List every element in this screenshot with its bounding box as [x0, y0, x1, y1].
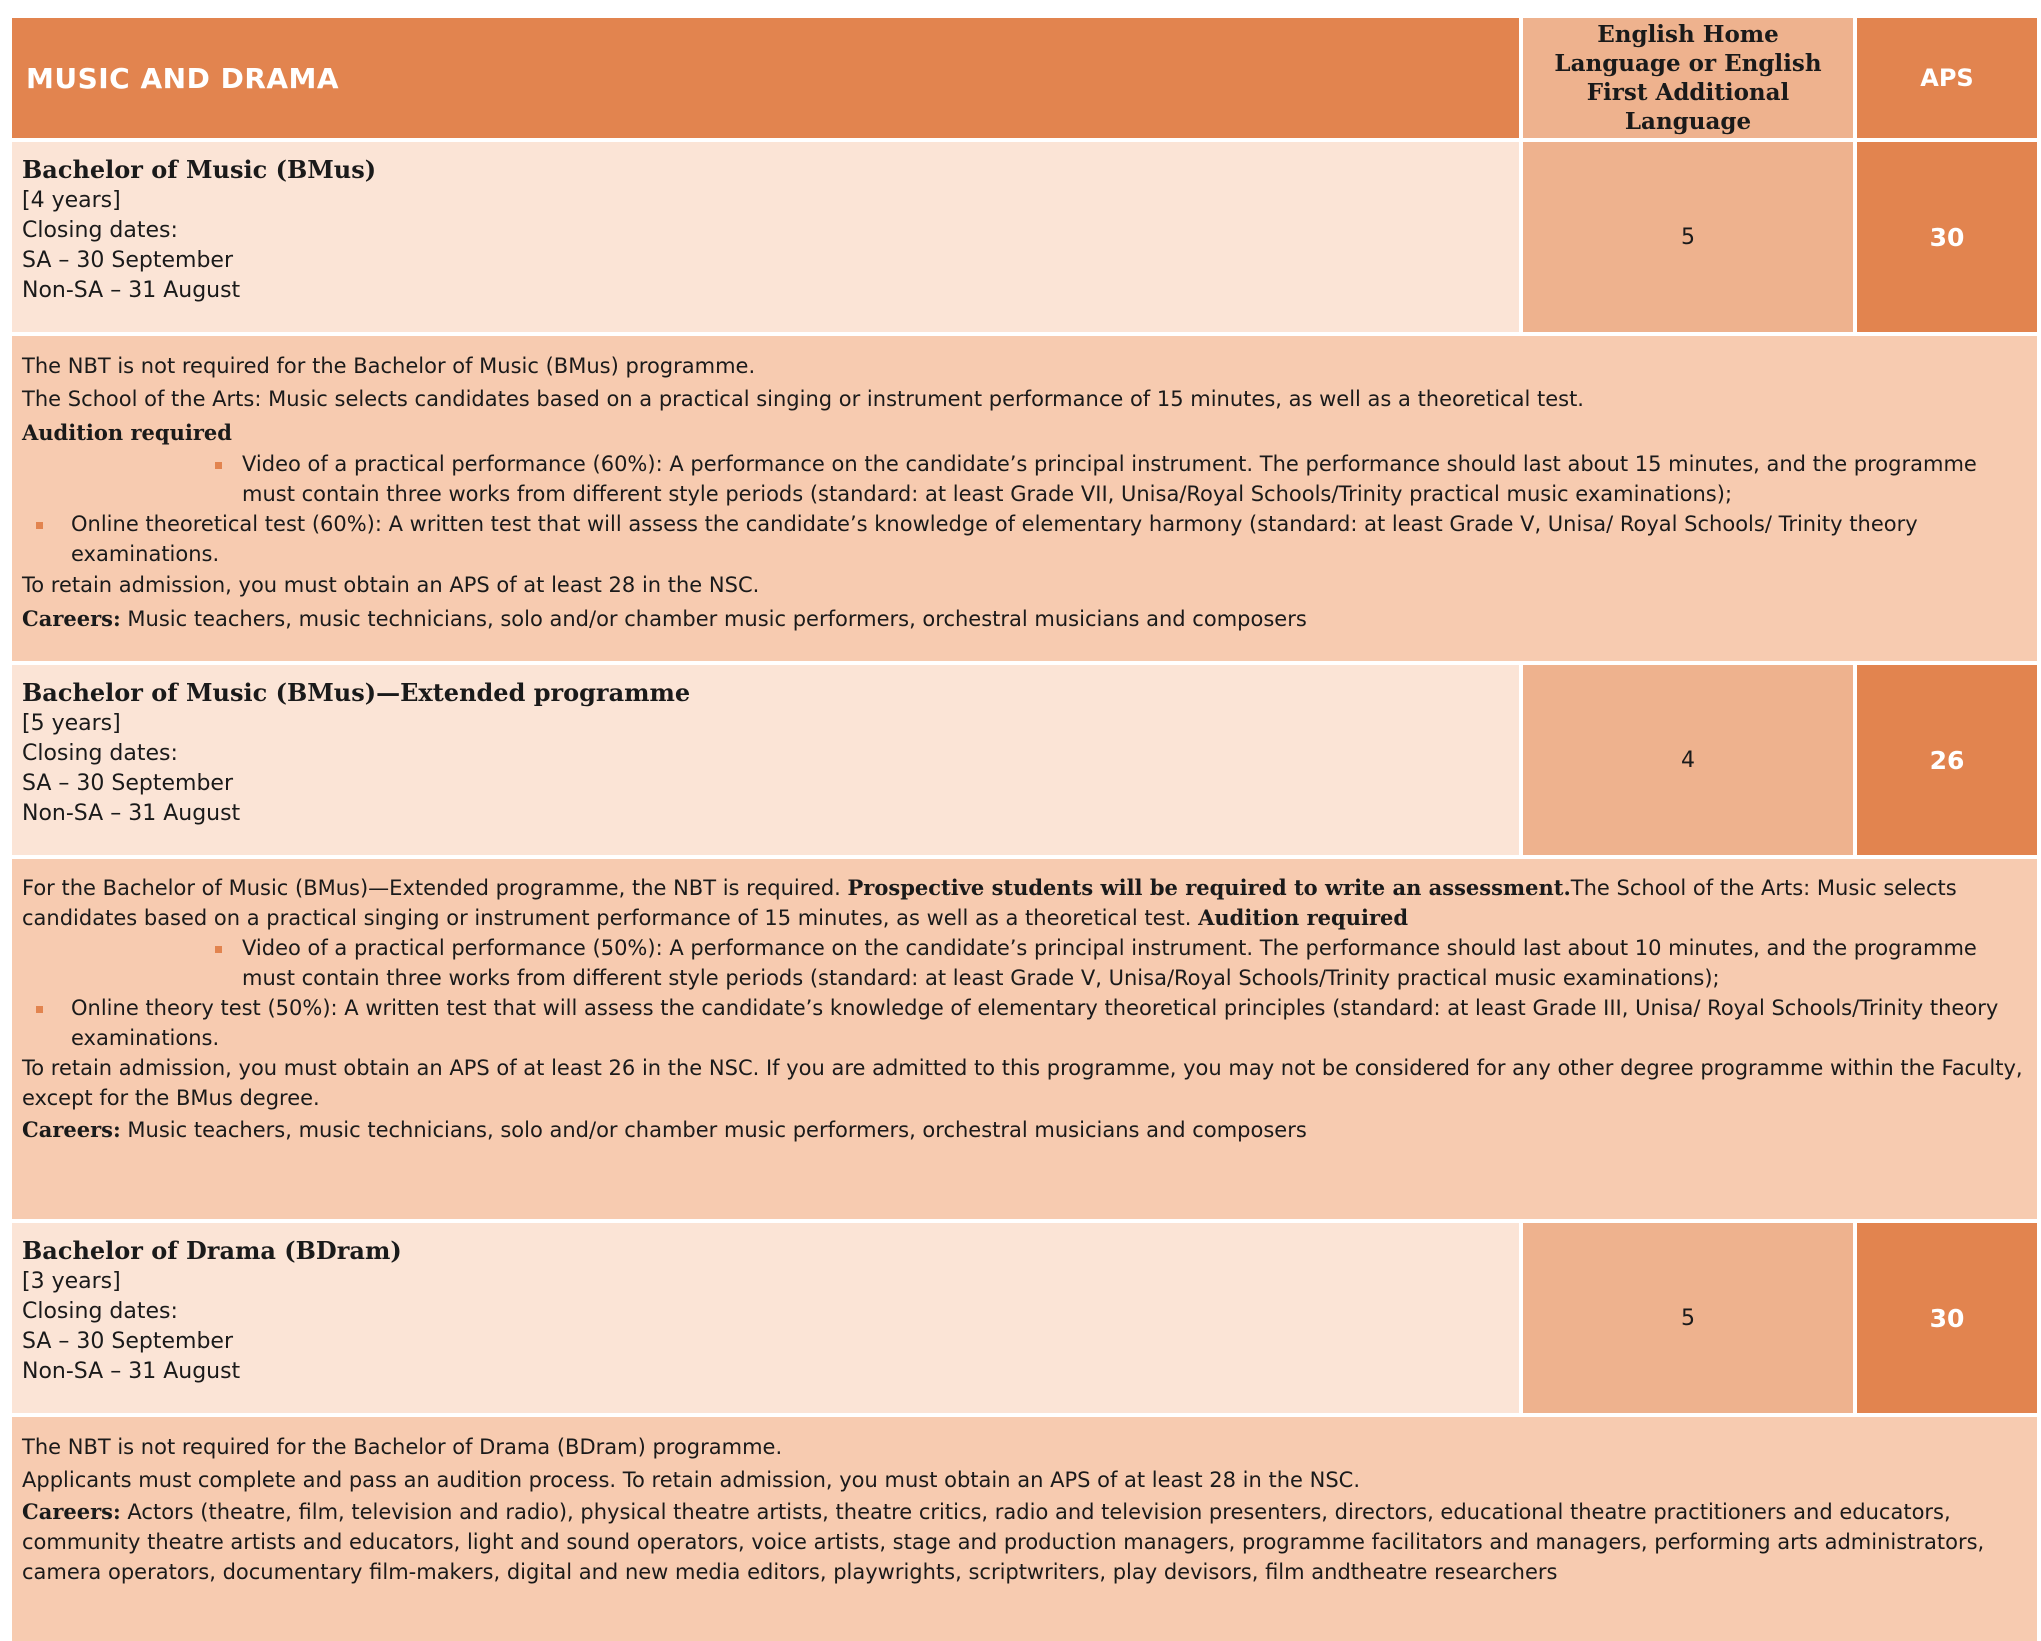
closing-date-nonsa: Non-SA – 31 August — [22, 278, 241, 303]
programme-name: Bachelor of Drama (BDram) — [22, 1236, 402, 1265]
programme-duration: [4 years] — [22, 188, 121, 213]
bullet-text: Online theoretical test (60%): A written test that will assess the candidate’s knowledge of elementary harmony (standard: at least Grade V, Unisa/ Royal Schools/ Trinity theory examinations. — [71, 512, 1918, 566]
assessment-note: Prospective students will be required to write an assessment. — [847, 875, 1571, 900]
programme-name: Bachelor of Music (BMus) — [22, 155, 377, 184]
closing-date-nonsa: Non-SA – 31 August — [22, 801, 241, 826]
careers — [22, 1113, 2027, 1147]
careers-label: Careers: — [22, 606, 121, 631]
programme-details-bdram — [12, 1417, 2037, 1641]
aps-column-header: APS — [1857, 18, 2037, 138]
list-item — [22, 933, 2027, 993]
nbt-note: The NBT is not required for the Bachelor of Music (BMus) programme. — [22, 354, 756, 378]
school-text: The School of the Arts: Music selects candidates based on a practical singing or instrument performance of 15 minutes, as well as a theoretical test. — [22, 876, 1957, 930]
bullet-icon — [215, 462, 222, 469]
bullet-text: Video of a practical performance (50%): A performance on the candidate’s principal instrument. The performance should last about 10 minutes, and the programme must contain three works from different style periods (standard: at least Grade V, Unisa/Royal Schools/Trinity practical music examinations); — [242, 936, 1977, 990]
closing-dates-label: Closing dates: — [22, 741, 178, 766]
table-title: MUSIC AND DRAMA — [12, 18, 1519, 138]
programme-bmus-extended — [12, 665, 1519, 855]
aps-score: 30 — [1857, 1223, 2037, 1413]
programme-name: Bachelor of Music (BMus)—Extended programme — [22, 678, 691, 707]
bullet-icon — [215, 946, 222, 953]
programme-details-bmus — [12, 336, 2037, 661]
audition-heading: Audition required — [22, 420, 232, 445]
selection-note: The School of the Arts: Music selects candidates based on a practical singing or instrument performance of 15 minutes, as well as a theoretical test. — [22, 387, 1584, 411]
english-requirement: 5 — [1523, 1223, 1853, 1413]
bullet-icon — [36, 1006, 43, 1013]
closing-date-nonsa: Non-SA – 31 August — [22, 1359, 241, 1384]
list-item — [22, 509, 2027, 569]
closing-dates-label: Closing dates: — [22, 218, 178, 243]
closing-date-sa: SA – 30 September — [22, 1329, 233, 1354]
english-requirement: 5 — [1523, 142, 1853, 332]
closing-date-sa: SA – 30 September — [22, 771, 233, 796]
careers-text: Actors (theatre, film, television and radio), physical theatre artists, theatre critics, radio and television presenters, directors, educational theatre practitioners and educators, community theatre artists and educators, light and sound operators, voice artists, stage and production managers, programme facilitators and managers, performing arts administrators, camera operators, documentary film-makers, digital and new media editors, playwrights, scriptwriters, play devisors, film andtheatre researchers — [22, 1500, 1985, 1584]
bullet-text: Video of a practical performance (60%): A performance on the candidate’s principal instrument. The performance should last about 15 minutes, and the programme must contain three works from different style periods (standard: at least Grade VII, Unisa/Royal Schools/Trinity practical music examinations); — [242, 452, 1977, 506]
bullet-text: Online theory test (50%): A written test that will assess the candidate’s knowledge of elementary theoretical principles (standard: at least Grade III, Unisa/ Royal Schools/Trinity theory examinations. — [71, 996, 1999, 1050]
careers — [22, 1497, 2027, 1587]
retain-note: To retain admission, you must obtain an APS of at least 28 in the NSC. — [22, 573, 760, 597]
nbt-note: The NBT is not required for the Bachelor of Drama (BDram) programme. — [22, 1435, 783, 1459]
careers-text: Music teachers, music technicians, solo and/or chamber music performers, orchestral musicians and composers — [120, 1118, 1307, 1142]
programme-bdram — [12, 1223, 1519, 1413]
programme-bmus — [12, 142, 1519, 332]
list-item — [22, 993, 2027, 1053]
closing-date-sa: SA – 30 September — [22, 248, 233, 273]
careers-text: Music teachers, music technicians, solo and/or chamber music performers, orchestral musicians and composers — [120, 607, 1307, 631]
aps-score: 26 — [1857, 665, 2037, 855]
audition-note: Applicants must complete and pass an audition process. To retain admission, you must obtain an APS of at least 28 in the NSC. — [22, 1468, 1361, 1492]
careers-label: Careers: — [22, 1499, 121, 1524]
programme-duration: [3 years] — [22, 1269, 121, 1294]
programme-duration: [5 years] — [22, 711, 121, 736]
list-item — [22, 449, 2027, 509]
careers — [22, 602, 2027, 636]
english-requirement: 4 — [1523, 665, 1853, 855]
audition-heading: Audition required — [1198, 905, 1409, 930]
intro-note — [22, 873, 2027, 933]
programme-details-bmus-extended — [12, 859, 2037, 1219]
admission-requirements-table — [12, 18, 2029, 1641]
aps-score: 30 — [1857, 142, 2037, 332]
english-column-header: English Home Language or English First Additional Language — [1523, 18, 1853, 138]
intro-text: For the Bachelor of Music (BMus)—Extended programme, the NBT is required. — [22, 876, 848, 900]
closing-dates-label: Closing dates: — [22, 1299, 178, 1324]
retain-note: To retain admission, you must obtain an APS of at least 26 in the NSC. If you are admitted to this programme, you may not be considered for any other degree programme within the Faculty, except for the BMus degree. — [22, 1056, 2023, 1110]
bullet-icon — [36, 522, 43, 529]
careers-label: Careers: — [22, 1117, 121, 1142]
